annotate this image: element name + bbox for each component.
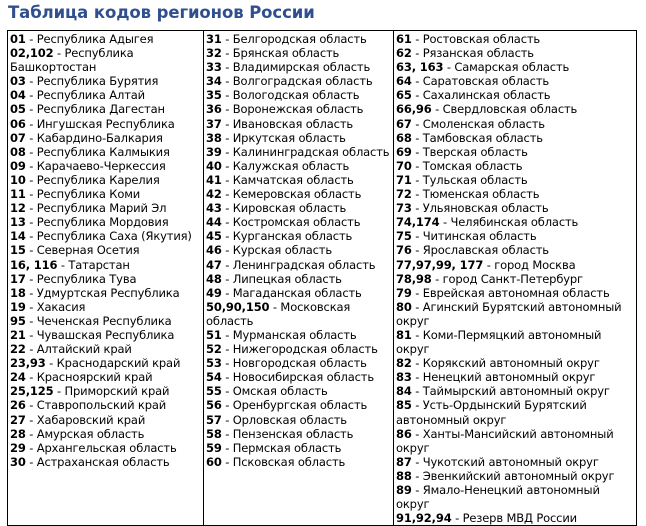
region-code: 18 [10, 285, 26, 300]
region-code: 11 [10, 187, 26, 202]
region-code: 80 [396, 299, 412, 314]
region-name: Ленинградская область [232, 257, 376, 272]
region-code: 10 [10, 172, 26, 187]
region-code: 14 [10, 229, 26, 244]
region-entry: 85 - Усть-Ордынский Бурятский автономный округ [396, 398, 587, 427]
region-code: 31 [206, 32, 222, 46]
region-code: 66,96 [396, 102, 432, 117]
region-name: Брянская область [232, 46, 340, 61]
region-entry: 54 - Новосибирская область [206, 370, 374, 385]
region-name: Челябинская область [450, 215, 579, 230]
region-name: Кировская область [232, 201, 347, 216]
region-name: Хакасия [36, 299, 86, 314]
region-name: Мурманская область [232, 327, 357, 342]
region-code: 35 [206, 88, 222, 103]
region-entry: 08 - Республика Калмыкия [10, 144, 170, 159]
region-name: Новгородская область [232, 356, 367, 371]
region-entry: 88 - Эвенкийский автономный округ [396, 468, 615, 483]
region-code: 71 [396, 172, 412, 187]
region-code: 86 [396, 426, 412, 441]
region-code: 37 [206, 116, 222, 131]
region-entry: 43 - Кировская область [206, 201, 347, 216]
region-entry: 79 - Еврейская автономная область [396, 285, 610, 300]
region-name: Орловская область [232, 412, 347, 427]
region-entry: 81 - Коми-Пермяцкий автономный округ [396, 327, 602, 357]
region-name: Нижегородская область [232, 342, 378, 357]
region-code: 70 [396, 158, 412, 173]
region-name: Республика Бурятия [36, 74, 159, 89]
region-code: 54 [206, 370, 222, 385]
region-entry: 24 - Красноярский край [10, 370, 153, 385]
region-code: 57 [206, 412, 222, 427]
region-code: 09 [10, 158, 26, 173]
region-name: Ставропольский край [36, 398, 167, 413]
region-code: 72 [396, 187, 412, 202]
region-name: город Санкт-Петербург [442, 271, 583, 286]
region-entry: 52 - Нижегородская область [206, 342, 378, 357]
region-name: Пермская область [232, 440, 342, 455]
region-entry: 63, 163 - Самарская область [396, 60, 570, 75]
region-code: 32 [206, 46, 222, 61]
region-code: 49 [206, 285, 222, 300]
region-entry: 73 - Ульяновская область [396, 201, 549, 216]
region-name: Камчатская область [232, 172, 354, 187]
region-code: 68 [396, 130, 412, 145]
region-entry: 61 - Ростовская область [396, 32, 541, 46]
region-entry: 39 - Калининградская область [206, 144, 390, 159]
region-code: 46 [206, 243, 222, 258]
region-code: 91,92,94 [396, 511, 452, 526]
region-entry: 50,90,150 - Московская область [206, 299, 351, 328]
region-code: 60 [206, 454, 222, 469]
region-entry: 15 - Северная Осетия [10, 243, 140, 258]
region-name: Ненецкий автономный округ [422, 370, 596, 385]
region-code: 84 [396, 384, 412, 399]
region-entry: 29 - Архангельская область [10, 440, 177, 455]
region-entry: 84 - Таймырский автономный округ [396, 384, 610, 399]
region-name: Оренбургская область [232, 398, 368, 413]
region-code: 50,90,150 [206, 299, 270, 314]
region-entry: 89 - Ямало-Ненецкий автономный округ [396, 483, 600, 512]
region-name: Ростовская область [422, 32, 541, 46]
region-name: Таймырский автономный округ [422, 384, 610, 399]
region-name: Республика Алтай [36, 88, 145, 103]
region-name: Коми-Пермяцкий автономный округ [396, 327, 602, 357]
region-name: Алтайский край [36, 342, 132, 357]
region-name: Ямало-Ненецкий автономный округ [396, 483, 600, 512]
region-entry: 32 - Брянская область [206, 46, 340, 61]
region-name: Республика Башкортостан [10, 46, 134, 75]
region-code: 27 [10, 412, 26, 427]
region-entry: 46 - Курская область [206, 243, 332, 258]
region-entry: 06 - Ингушская Республика [10, 116, 175, 131]
region-entry: 68 - Тамбовская область [396, 130, 543, 145]
region-code: 36 [206, 102, 222, 117]
region-name: Калужская область [232, 158, 350, 173]
region-entry: 47 - Ленинградская область [206, 257, 376, 272]
region-code: 67 [396, 116, 412, 131]
region-entry: 17 - Республика Тува [10, 271, 137, 286]
region-code: 25,125 [10, 384, 54, 399]
region-code: 08 [10, 144, 26, 159]
region-name: Республика Тува [36, 271, 137, 286]
region-name: Псковская область [232, 454, 346, 469]
region-entry: 21 - Чувашская Республика [10, 327, 175, 342]
region-code: 42 [206, 187, 222, 202]
region-name: Амурская область [36, 426, 145, 441]
region-entry: 30 - Астраханская область [10, 454, 170, 469]
region-entry: 23,93 - Краснодарский край [10, 356, 181, 371]
region-name: Липецкая область [232, 271, 342, 286]
region-name: Тамбовская область [422, 130, 543, 145]
region-code: 59 [206, 440, 222, 455]
region-code: 58 [206, 426, 222, 441]
region-entry: 76 - Ярославская область [396, 243, 549, 258]
region-name: Самарская область [454, 60, 570, 75]
region-code: 44 [206, 215, 222, 230]
region-name: Татарстан [68, 257, 130, 272]
region-name: Ульяновская область [422, 201, 549, 216]
region-entry: 75 - Читинская область [396, 229, 537, 244]
region-code: 26 [10, 398, 26, 413]
region-entry: 14 - Республика Саха (Якутия) [10, 229, 192, 244]
region-code: 01 [10, 32, 26, 46]
region-entry: 12 - Республика Марий Эл [10, 201, 167, 216]
region-name: Новосибирская область [232, 370, 374, 385]
region-name: Республика Дагестан [36, 102, 165, 117]
region-code: 28 [10, 426, 26, 441]
region-entry: 60 - Псковская область [206, 454, 346, 469]
region-name: Курская область [232, 243, 332, 258]
region-entry: 33 - Владимирская область [206, 60, 371, 75]
region-name: Эвенкийский автономный округ [422, 468, 615, 483]
region-code: 63, 163 [396, 60, 444, 75]
region-code: 29 [10, 440, 26, 455]
region-code: 17 [10, 271, 26, 286]
region-name: Красноярский край [36, 370, 153, 385]
region-name: Республика Коми [36, 187, 141, 202]
region-entry: 22 - Алтайский край [10, 342, 132, 357]
region-name: Вологодская область [232, 88, 360, 103]
region-name: Удмуртская Республика [36, 285, 180, 300]
region-entry: 38 - Иркутская область [206, 130, 346, 145]
region-name: Тверская область [422, 144, 528, 159]
region-entry: 37 - Ивановская область [206, 116, 354, 131]
region-code: 19 [10, 299, 26, 314]
region-name: Свердловская область [442, 102, 578, 117]
region-entry: 05 - Республика Дагестан [10, 102, 165, 117]
region-code: 85 [396, 398, 412, 413]
region-code: 87 [396, 454, 412, 469]
table-row [8, 31, 637, 526]
region-code: 73 [396, 201, 412, 216]
region-name: Магаданская область [232, 285, 362, 300]
region-name: Тульская область [422, 172, 528, 187]
region-code: 03 [10, 74, 26, 89]
region-code: 89 [396, 483, 412, 497]
region-entry: 48 - Липецкая область [206, 271, 342, 286]
region-entry: 41 - Камчатская область [206, 172, 354, 187]
region-entry: 09 - Карачаево-Черкессия [10, 158, 166, 173]
region-name: Ивановская область [232, 116, 354, 131]
region-entry: 13 - Республика Мордовия [10, 215, 169, 230]
region-name: Белгородская область [232, 32, 367, 46]
region-name: Республика Карелия [36, 172, 160, 187]
region-entry: 67 - Смоленская область [396, 116, 545, 131]
region-name: Ярославская область [422, 243, 549, 258]
region-code: 82 [396, 356, 412, 371]
region-entry: 55 - Омская область [206, 384, 328, 399]
region-entry: 31 - Белгородская область [206, 32, 367, 46]
region-name: Ханты-Мансийский автономный округ [396, 426, 614, 455]
region-name: Кемеровская область [232, 187, 362, 202]
region-name: Карачаево-Черкессия [36, 158, 166, 173]
region-entry: 62 - Рязанская область [396, 46, 534, 61]
region-code: 69 [396, 144, 412, 159]
region-entry: 95 - Чеченская Республика [10, 313, 172, 328]
column-2 [204, 31, 394, 526]
region-name: Усть-Ордынский Бурятский автономный округ [396, 398, 587, 427]
region-entry: 58 - Пензенская область [206, 426, 354, 441]
region-codes-table [7, 30, 637, 526]
region-name: Астраханская область [36, 454, 170, 469]
region-name: Саратовская область [422, 74, 550, 89]
region-entry: 82 - Корякский автономный округ [396, 356, 600, 371]
region-code: 34 [206, 74, 222, 89]
region-code: 02,102 [10, 46, 54, 61]
region-entry: 66,96 - Свердловская область [396, 102, 578, 117]
region-name: Республика Калмыкия [36, 144, 170, 159]
region-name: Корякский автономный округ [422, 356, 600, 371]
region-entry: 28 - Амурская область [10, 426, 145, 441]
region-entry: 04 - Республика Алтай [10, 88, 145, 103]
region-name: Томская область [422, 158, 523, 173]
region-code: 75 [396, 229, 412, 244]
region-code: 24 [10, 370, 26, 385]
region-name: Омская область [232, 384, 328, 399]
region-code: 06 [10, 116, 26, 131]
region-entry: 72 - Тюменская область [396, 187, 540, 202]
region-entry: 91,92,94 - Резерв МВД России [396, 511, 577, 526]
region-name: Еврейская автономная область [422, 285, 610, 300]
region-entry: 65 - Сахалинская область [396, 88, 551, 103]
region-entry: 64 - Саратовская область [396, 74, 550, 89]
region-entry: 57 - Орловская область [206, 412, 347, 427]
region-name: Калининградская область [232, 144, 390, 159]
region-code: 43 [206, 201, 222, 216]
region-entry: 27 - Хабаровский край [10, 412, 146, 427]
region-name: Рязанская область [422, 46, 534, 61]
region-entry: 16, 116 - Татарстан [10, 257, 130, 272]
region-code: 48 [206, 271, 222, 286]
region-code: 74,174 [396, 215, 440, 230]
region-code: 77,97,99, 177 [396, 257, 484, 272]
region-code: 39 [206, 144, 222, 159]
region-code: 07 [10, 130, 26, 145]
region-name: Читинская область [422, 229, 537, 244]
region-code: 40 [206, 158, 222, 173]
region-name: Кабардино-Балкария [36, 130, 163, 145]
region-code: 15 [10, 243, 26, 258]
region-entry: 45 - Курганская область [206, 229, 353, 244]
region-entry: 02,102 - Республика Башкортостан [10, 46, 134, 75]
region-name: Тюменская область [422, 187, 540, 202]
region-name: Чукотский автономный округ [422, 454, 599, 469]
region-entry: 07 - Кабардино-Балкария [10, 130, 163, 145]
region-code: 30 [10, 454, 26, 469]
region-code: 04 [10, 88, 26, 103]
region-entry: 53 - Новгородская область [206, 356, 367, 371]
column-1 [8, 31, 204, 526]
region-name: Северная Осетия [36, 243, 140, 258]
region-entry: 42 - Кемеровская область [206, 187, 362, 202]
region-name: Агинский Бурятский автономный округ [396, 299, 622, 328]
region-code: 95 [10, 313, 26, 328]
region-code: 13 [10, 215, 26, 230]
region-entry: 11 - Республика Коми [10, 187, 141, 202]
region-name: Приморский край [64, 384, 170, 399]
region-entry: 25,125 - Приморский край [10, 384, 170, 399]
region-name: Ингушская Республика [36, 116, 175, 131]
region-name: Смоленская область [422, 116, 545, 131]
region-code: 33 [206, 60, 222, 75]
region-code: 81 [396, 327, 412, 342]
page-title: Таблица кодов регионов России [8, 3, 315, 22]
region-entry: 77,97,99, 177 - город Москва [396, 257, 576, 272]
region-entry: 71 - Тульская область [396, 172, 528, 187]
region-code: 83 [396, 370, 412, 385]
region-code: 22 [10, 342, 26, 357]
region-code: 64 [396, 74, 412, 89]
region-name: Костромская область [232, 215, 361, 230]
region-code: 78,98 [396, 271, 432, 286]
region-code: 52 [206, 342, 222, 357]
region-entry: 59 - Пермская область [206, 440, 342, 455]
region-name: Курганская область [232, 229, 353, 244]
region-name: Республика Адыгея [36, 32, 154, 46]
region-entry: 35 - Вологодская область [206, 88, 360, 103]
region-name: Хабаровский край [36, 412, 146, 427]
region-entry: 26 - Ставропольский край [10, 398, 167, 413]
region-entry: 49 - Магаданская область [206, 285, 362, 300]
region-entry: 83 - Ненецкий автономный округ [396, 370, 596, 385]
column-3 [394, 31, 637, 526]
region-code: 16, 116 [10, 257, 58, 272]
region-code: 12 [10, 201, 26, 216]
region-code: 79 [396, 285, 412, 300]
region-code: 56 [206, 398, 222, 413]
region-code: 62 [396, 46, 412, 61]
region-code: 88 [396, 468, 412, 483]
region-entry: 03 - Республика Бурятия [10, 74, 159, 89]
region-entry: 18 - Удмуртская Республика [10, 285, 180, 300]
region-name: Московская область [206, 299, 351, 328]
region-code: 41 [206, 172, 222, 187]
region-entry: 01 - Республика Адыгея [10, 32, 154, 46]
region-name: Архангельская область [36, 440, 177, 455]
region-entry: 69 - Тверская область [396, 144, 528, 159]
region-entry: 86 - Ханты-Мансийский автономный округ [396, 426, 614, 455]
region-entry: 36 - Воронежская область [206, 102, 364, 117]
region-name: Чувашская Республика [36, 327, 175, 342]
region-name: город Москва [494, 257, 576, 272]
region-code: 05 [10, 102, 26, 117]
region-entry: 44 - Костромская область [206, 215, 361, 230]
region-code: 47 [206, 257, 222, 272]
region-entry: 87 - Чукотский автономный округ [396, 454, 599, 469]
region-entry: 56 - Оренбургская область [206, 398, 368, 413]
region-name: Иркутская область [232, 130, 346, 145]
region-entry: 70 - Томская область [396, 158, 523, 173]
region-name: Сахалинская область [422, 88, 551, 103]
region-code: 65 [396, 88, 412, 103]
region-code: 76 [396, 243, 412, 258]
region-code: 53 [206, 356, 222, 371]
region-entry: 40 - Калужская область [206, 158, 350, 173]
region-code: 45 [206, 229, 222, 244]
region-code: 61 [396, 32, 412, 46]
region-name: Волгоградская область [232, 74, 373, 89]
region-name: Воронежская область [232, 102, 364, 117]
region-code: 55 [206, 384, 222, 399]
region-entry: 80 - Агинский Бурятский автономный округ [396, 299, 622, 328]
region-entry: 51 - Мурманская область [206, 327, 357, 342]
region-code: 21 [10, 327, 26, 342]
region-code: 23,93 [10, 356, 46, 371]
region-name: Республика Марий Эл [36, 201, 167, 216]
region-name: Чеченская Республика [36, 313, 172, 328]
region-name: Резерв МВД России [462, 511, 577, 526]
region-name: Пензенская область [232, 426, 354, 441]
region-entry: 34 - Волгоградская область [206, 74, 373, 89]
region-entry: 78,98 - город Санкт-Петербург [396, 271, 583, 286]
region-name: Владимирская область [232, 60, 371, 75]
region-name: Республика Саха (Якутия) [36, 229, 192, 244]
region-name: Республика Мордовия [36, 215, 169, 230]
region-name: Краснодарский край [56, 356, 181, 371]
region-code: 38 [206, 130, 222, 145]
region-code: 51 [206, 327, 222, 342]
region-entry: 74,174 - Челябинская область [396, 215, 579, 230]
region-entry: 19 - Хакасия [10, 299, 86, 314]
region-entry: 10 - Республика Карелия [10, 172, 160, 187]
